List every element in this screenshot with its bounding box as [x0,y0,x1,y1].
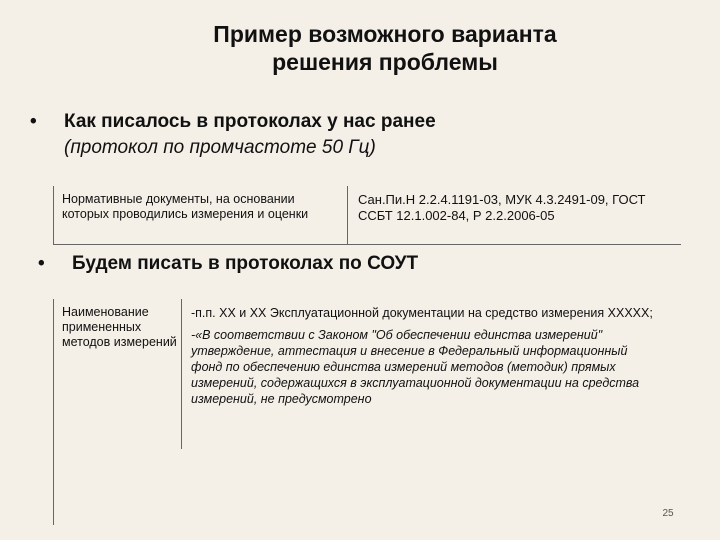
bullet-subtext: (протокол по промчастоте 50 Гц) [64,137,376,158]
title-line-2: решения проблемы [272,49,498,75]
table-cell-label-text: Нормативные документы, на основании которых проводились измерения и оценки [62,192,309,221]
slide-title [170,20,600,76]
table-cell-value [191,305,661,407]
bullet-marker: • [38,253,45,274]
bullet-marker: • [30,111,37,132]
bullet-text: Как писалось в протоколах у нас ранее [64,111,436,132]
column-divider [181,299,182,449]
title-line-1: Пример возможного варианта [213,21,557,47]
paragraph-documentation: -п.п. ХХ и ХХ Эксплуатационной документации на средство измерения ХХХХХ; [191,306,653,320]
table-cell-value-text: Сан.Пи.Н 2.2.4.1191-03, МУК 4.3.2491-09, ГОСТ ССБТ 12.1.002-84, Р 2.2.2006-05 [358,192,646,223]
page-number: 25 [662,508,674,519]
table-sout [53,299,704,525]
bullet-text: Будем писать в протоколах по СОУТ [72,253,419,274]
paragraph-law-quote: -«В соответствии с Законом "Об обеспечении единства измерений" утверждение, аттестация и внесение в Федеральный информационный фонд по обеспечению единства измерений методов (методик) прямых измерений, содержащихся в эксплуатационной документации на средства измерений, не предусмотрено [191,328,640,406]
table-cell-label [54,186,348,244]
table-previous [53,186,681,245]
table-cell-label: Наименование примененных методов измерений [62,305,177,349]
